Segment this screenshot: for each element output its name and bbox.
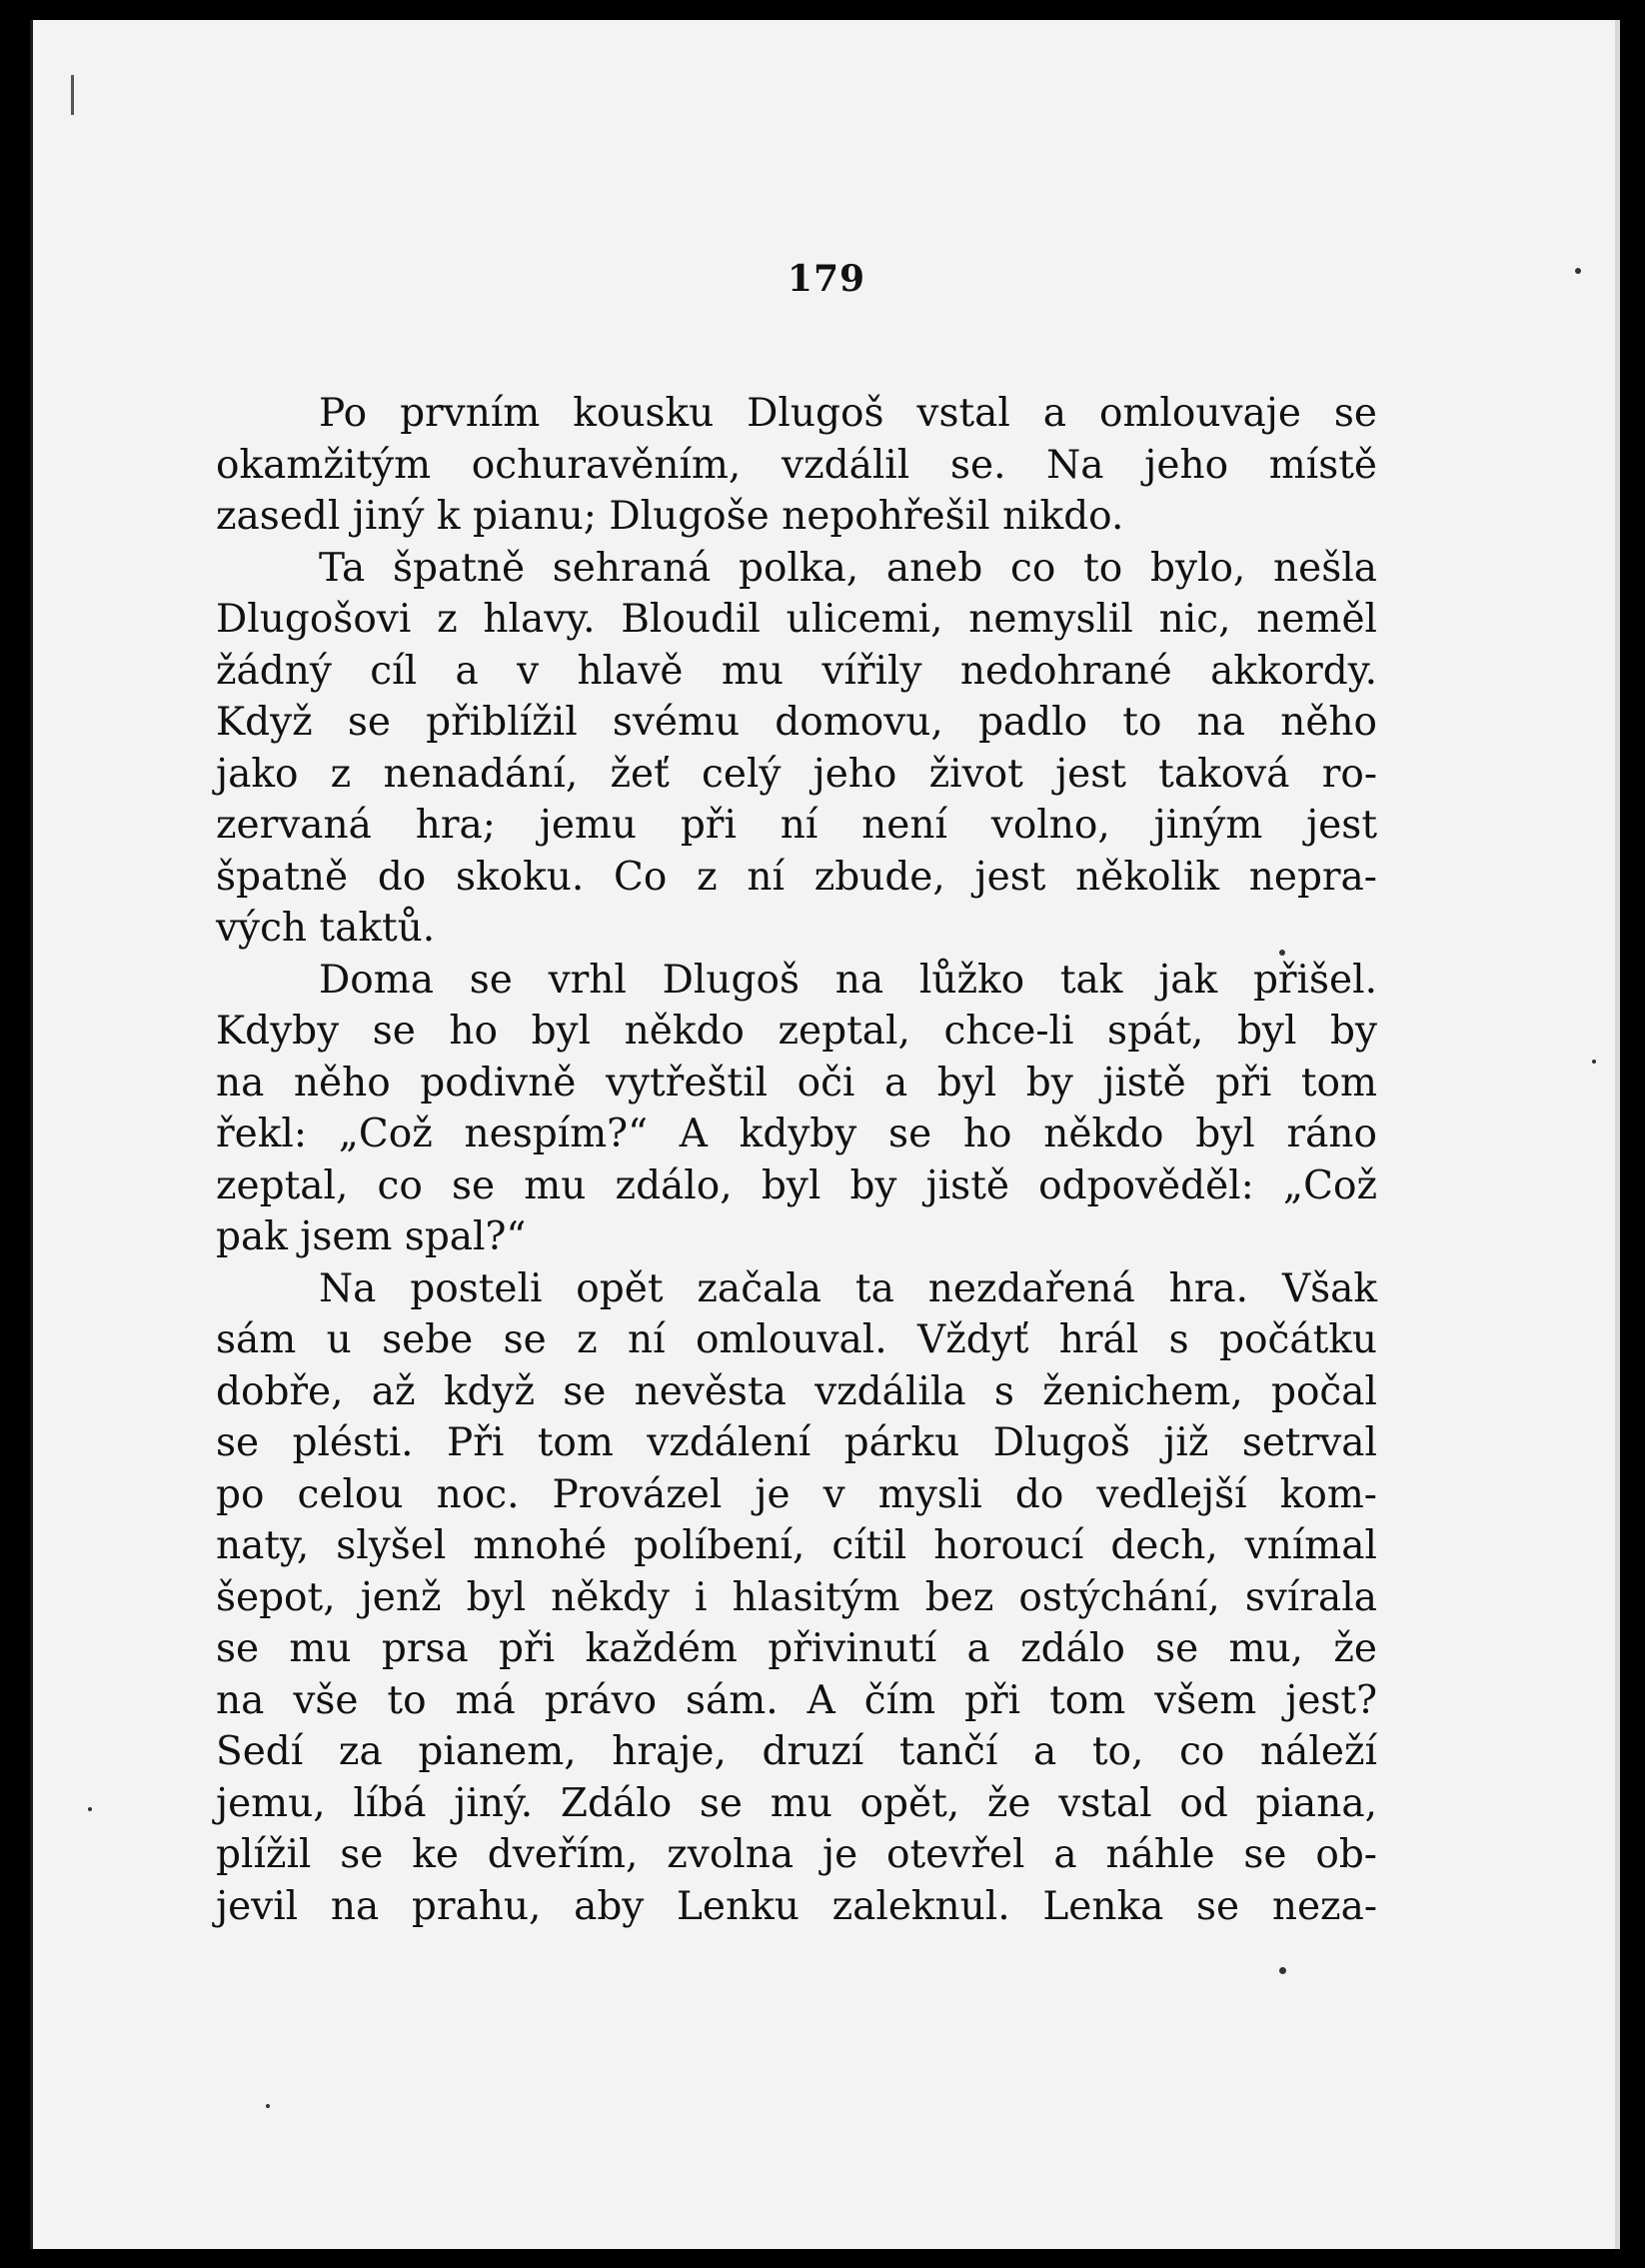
scan-speck — [1575, 268, 1581, 274]
text-line: řekl: „Což nespím?“ A kdyby se ho někdo byl ráno — [216, 1112, 1377, 1156]
scan-mark — [71, 75, 74, 115]
text-line: Po prvním kousku Dlugoš vstal a omlouvaje se — [319, 391, 1377, 436]
scan-speck — [1592, 1060, 1596, 1064]
text-line: šepot, jenž byl někdy i hlasitým bez ostýchání, svírala — [216, 1574, 1377, 1620]
text-line: jako z nenadání, žeť celý jeho život jest taková ro- — [216, 751, 1377, 797]
text-line: okamžitým ochuravěním, vzdálil se. Na jeho místě — [216, 442, 1377, 488]
page-number: 179 — [787, 258, 866, 300]
text-line: se plésti. Při tom vzdálení párku Dlugoš již setrval — [216, 1420, 1377, 1465]
text-line: jevil na prahu, aby Lenku zaleknul. Lenka se neza- — [216, 1883, 1377, 1929]
text-line: Doma se vrhl Dlugoš na lůžko tak jak přišel. — [319, 957, 1377, 1003]
text-line: zasedl jiný k pianu; Dlugoše nepohřešil nikdo. — [216, 494, 1124, 539]
text-line: Kdyby se ho byl někdo zeptal, chce-li spát, byl by — [216, 1009, 1377, 1054]
text-line: po celou noc. Provázel je v mysli do vedlejší kom- — [216, 1471, 1377, 1517]
text-line: Na posteli opět začala ta nezdařená hra. Však — [319, 1265, 1377, 1311]
text-line: sám u sebe se z ní omlouval. Vždyť hrál s počátku — [216, 1317, 1377, 1362]
scan-speck — [266, 2104, 270, 2108]
body-text — [216, 388, 1377, 1932]
text-line: jemu, líbá jiný. Zdálo se mu opět, že vstal od piana, — [216, 1780, 1377, 1826]
text-line: na něho podivně vytřeštil oči a byl by jistě při tom — [216, 1060, 1377, 1106]
text-line: vých taktů. — [216, 906, 436, 951]
text-line: plížil se ke dveřím, zvolna je otevřel a náhle se ob- — [216, 1832, 1377, 1877]
text-line: pak jsem spal?“ — [216, 1214, 527, 1259]
text-line: na vše to má právo sám. A čím při tom všem jest? — [216, 1677, 1377, 1723]
text-line: Ta špatně sehraná polka, aneb co to bylo, nešla — [319, 545, 1377, 591]
scan-speck — [1279, 1967, 1286, 1974]
text-line: žádný cíl a v hlavě mu vířily nedohrané akkordy. — [216, 648, 1377, 694]
text-line: se mu prsa při každém přivinutí a zdálo se mu, že — [216, 1626, 1377, 1671]
text-line: špatně do skoku. Co z ní zbude, jest několik nepra- — [216, 854, 1377, 900]
book-page — [30, 20, 1620, 2249]
text-line: zeptal, co se mu zdálo, byl by jistě odpověděl: „Což — [216, 1162, 1377, 1208]
scan-speck — [88, 1807, 92, 1811]
scan-speck — [1279, 950, 1285, 956]
text-line: dobře, až když se nevěsta vzdálila s ženichem, počal — [216, 1368, 1377, 1414]
text-line: Dlugošovi z hlavy. Bloudil ulicemi, nemyslil nic, neměl — [216, 597, 1377, 642]
text-line: Když se přiblížil svému domovu, padlo to na něho — [216, 700, 1377, 745]
text-line: zervaná hra; jemu při ní není volno, jiným jest — [216, 803, 1377, 848]
page-edge — [1615, 20, 1620, 2249]
text-line: naty, slyšel mnohé políbení, cítil horoucí dech, vnímal — [216, 1523, 1377, 1568]
text-line: Sedí za pianem, hraje, druzí tančí a to, co náleží — [216, 1729, 1377, 1774]
